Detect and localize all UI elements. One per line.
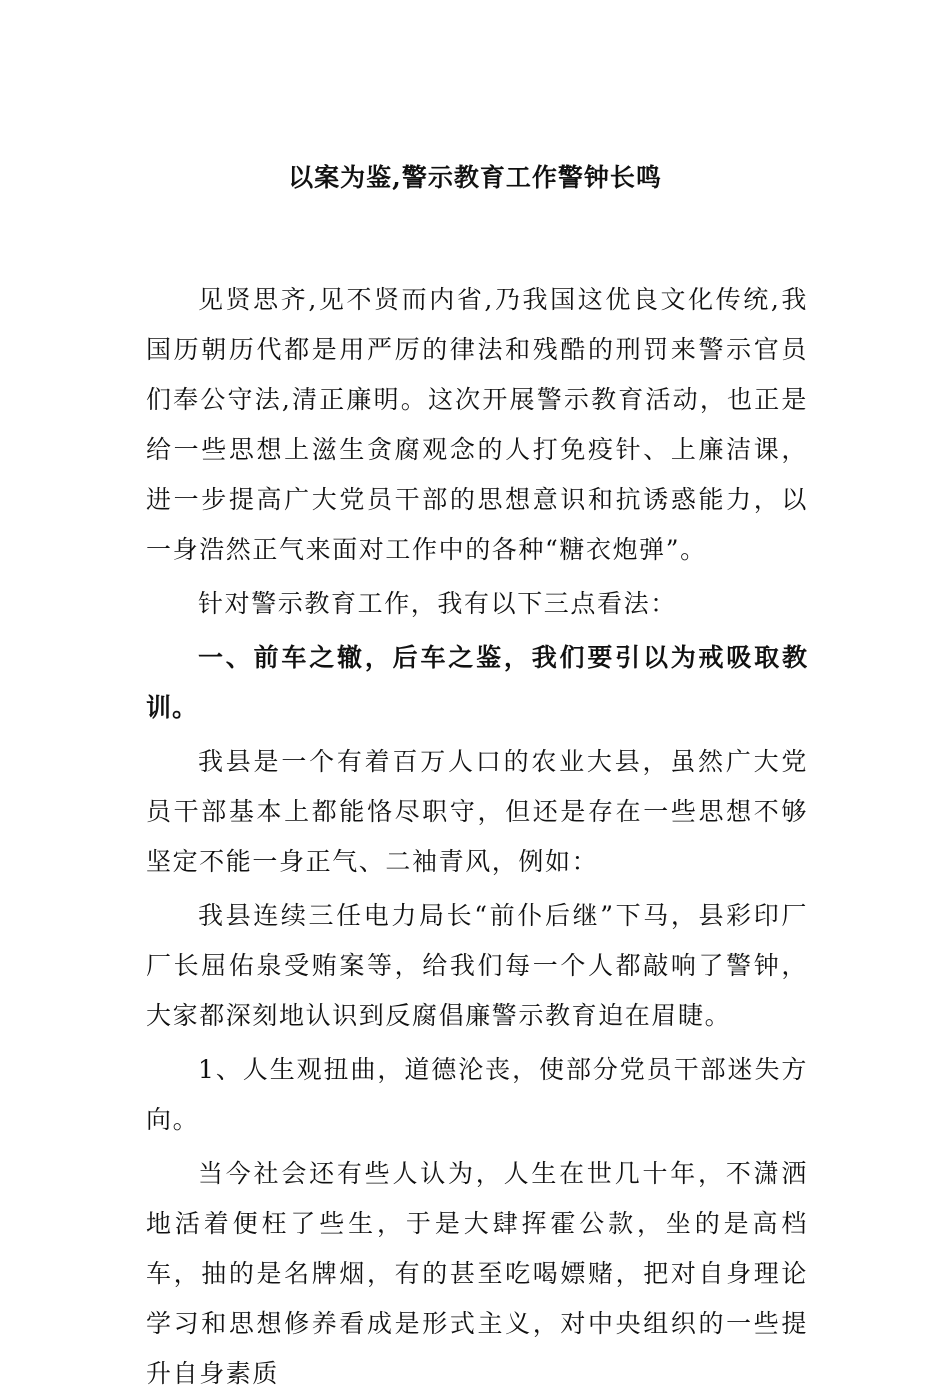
section-heading-1: 一、前车之辙，后车之鉴，我们要引以为戒吸取教训。 (146, 643, 808, 722)
document-body (146, 275, 808, 1399)
paragraph-intro: 见贤思齐,见不贤而内省,乃我国这优良文化传统,我国历朝历代都是用严厉的律法和残酷的刑罚来警示官员们奉公守法,清正廉明。这次开展警示教育活动，也正是给一些思想上滋生贪腐观念的人打免疫针、上廉洁课，进一步提高广大党员干部的思想意识和抗诱惑能力，以一身浩然正气来面对工作中的各种“糖衣炮弹”。 (146, 285, 808, 564)
paragraph-county: 我县是一个有着百万人口的农业大县，虽然广大党员干部基本上都能恪尽职守，但还是存在一些思想不够坚定不能一身正气、二袖青风，例如： (146, 747, 808, 876)
subheading-1: 1、人生观扭曲，道德沦丧，使部分党员干部迷失方向。 (146, 1055, 808, 1134)
paragraph-cases: 我县连续三任电力局长“前仆后继”下马，县彩印厂厂长屈佑泉受贿案等，给我们每一个人都敲响了警钟，大家都深刻地认识到反腐倡廉警示教育迫在眉睫。 (146, 901, 808, 1030)
paragraph-society: 当今社会还有些人认为，人生在世几十年，不潇洒地活着便枉了些生，于是大肆挥霍公款，坐的是高档车，抽的是名牌烟，有的甚至吃喝嫖赌，把对自身理论学习和思想修养看成是形式主义，对中央组织的一些提升自身素质 (146, 1159, 808, 1388)
document-title: 以案为鉴,警示教育工作警钟长鸣 (288, 163, 662, 192)
paragraph-views-intro: 针对警示教育工作，我有以下三点看法： (198, 589, 677, 618)
